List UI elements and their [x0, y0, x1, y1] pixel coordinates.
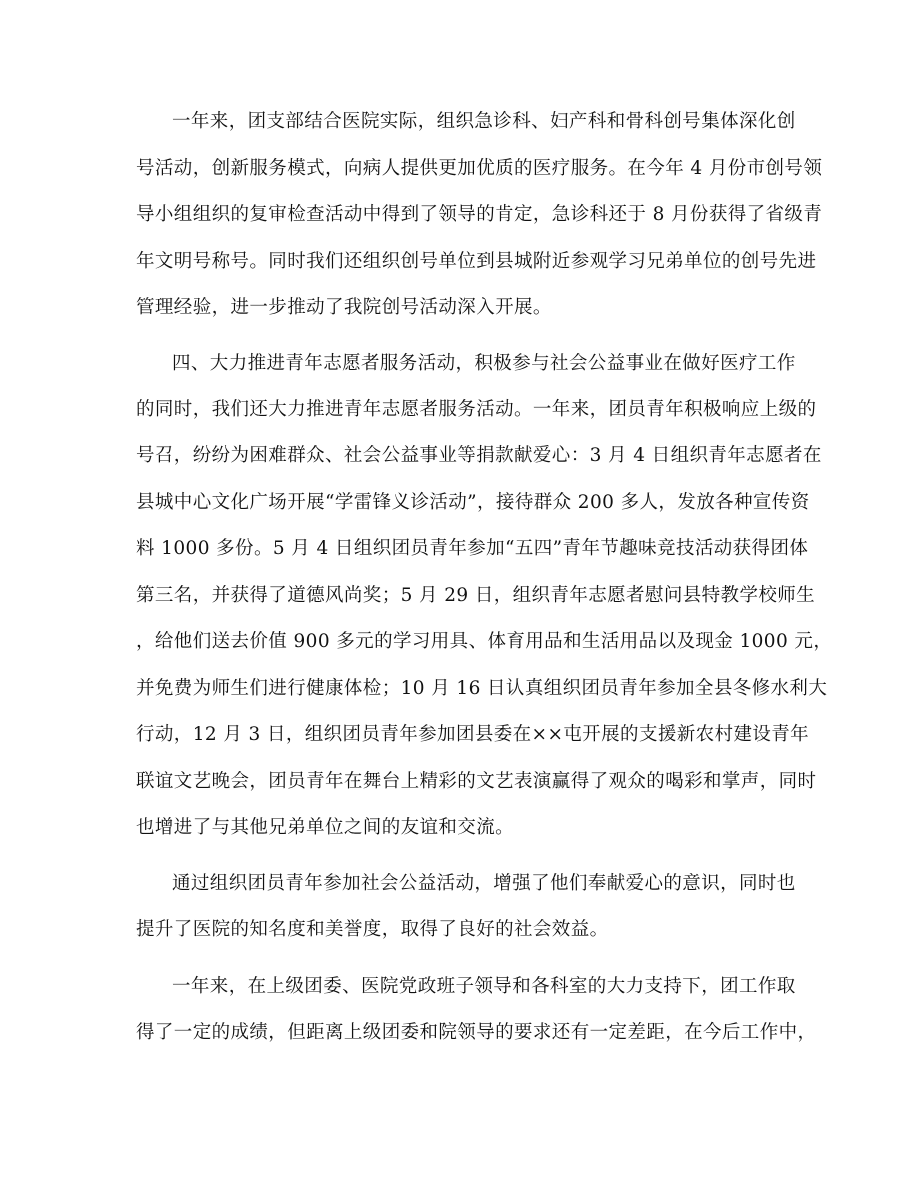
text-line: 管理经验，进一步推动了我院创号活动深入开展。 [136, 297, 552, 318]
text-line: 第三名，并获得了道德风尚奖；5 月 29 日，组织青年志愿者慰问县特教学校师生 [136, 585, 816, 606]
text-line: 导小组组织的复审检查活动中得到了领导的肯定，急诊科还于 8 月份获得了省级青 [136, 204, 823, 225]
text-line: 号召，纷纷为困难群众、社会公益事业等捐款献爱心：3 月 4 日组织青年志愿者在 [136, 445, 822, 466]
text-line: 的同时，我们还大力推进青年志愿者服务活动。一年来，团员青年积极响应上级的 [136, 399, 817, 420]
text-line: ，给他们送去价值 900 多元的学习用具、体育用品和生活用品以及现金 1000 元， [136, 631, 833, 652]
text-line: 提升了医院的知名度和美誉度，取得了良好的社会效益。 [136, 919, 609, 940]
text-line: 四、大力推进青年志愿者服务活动，积极参与社会公益事业在做好医疗工作 [172, 353, 796, 374]
text-line: 也增进了与其他兄弟单位之间的友谊和交流。 [136, 817, 515, 838]
text-line: 联谊文艺晚会，团员青年在舞台上精彩的文艺表演赢得了观众的喝彩和掌声，同时 [136, 771, 817, 792]
text-line: 年文明号称号。同时我们还组织创号单位到县城附近参观学习兄弟单位的创号先进 [136, 251, 817, 272]
text-line: 一年来，在上级团委、医院党政班子领导和各科室的大力支持下，团工作取 [172, 976, 796, 997]
text-line: 通过组织团员青年参加社会公益活动，增强了他们奉献爱心的意识，同时也 [172, 873, 796, 894]
text-line: 并免费为师生们进行健康体检；10 月 16 日认真组织团员青年参加全县冬修水利大 [136, 678, 828, 699]
text-line: 号活动，创新服务模式，向病人提供更加优质的医疗服务。在今年 4 月份市创号领 [136, 158, 823, 179]
text-line: 县城中心文化广场开展“学雷锋义诊活动”，接待群众 200 多人，发放各种宣传资 [136, 492, 810, 513]
text-line: 料 1000 多份。5 月 4 日组织团员青年参加“五四”青年节趣味竞技活动获得团体 [136, 538, 809, 559]
text-line: 得了一定的成绩，但距离上级团委和院领导的要求还有一定差距，在今后工作中， [136, 1022, 817, 1043]
text-line: 一年来，团支部结合医院实际，组织急诊科、妇产科和骨科创号集体深化创 [172, 111, 796, 132]
text-line: 行动，12 月 3 日，组织团员青年参加团县委在××屯开展的支援新农村建设青年 [136, 724, 810, 745]
